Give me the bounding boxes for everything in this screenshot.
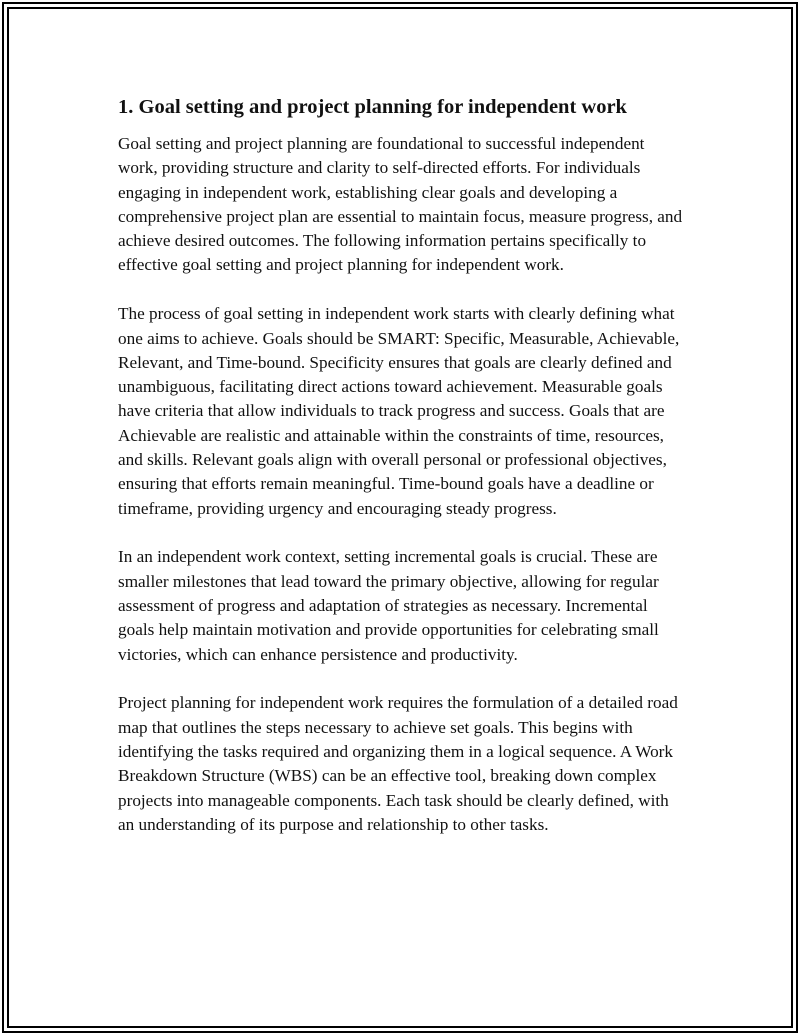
section-heading: 1. Goal setting and project planning for independent work [118, 96, 627, 118]
document-body [118, 94, 688, 862]
paragraph-introduction: Goal setting and project planning are foundational to successful independent work, providing structure and clarity to self-directed efforts. For individuals engaging in independent work, establishing clear goals and developing a comprehensive project plan are essential to maintain focus, measure progress, and achieve desired outcomes. The following information pertains specifically to effective goal setting and project planning for independent work. [118, 134, 683, 275]
paragraph-project-planning: Project planning for independent work requires the formulation of a detailed road map that outlines the steps necessary to achieve set goals. This begins with identifying the tasks required and organizing them in a logical sequence. A Work Breakdown Structure (WBS) can be an effective tool, breaking down complex projects into manageable components. Each task should be clearly defined, with an understanding of its purpose and relationship to other tasks. [118, 693, 678, 834]
paragraph-smart-goals: The process of goal setting in independent work starts with clearly defining what one aims to achieve. Goals should be SMART: Specific, Measurable, Achievable, Relevant, and Time-bound. Specificity ensures that goals are clearly defined and unambiguous, facilitating direct actions toward achievement. Measurable goals have criteria that allow individuals to track progress and success. Goals that are Achievable are realistic and attainable within the constraints of time, resources, and skills. Relevant goals align with overall personal or professional objectives, ensuring that efforts remain meaningful. Time-bound goals have a deadline or timeframe, providing urgency and encouraging steady progress. [118, 304, 680, 518]
paragraph-incremental-goals: In an independent work context, setting incremental goals is crucial. These are smaller milestones that lead toward the primary objective, allowing for regular assessment of progress and adaptation of strategies as necessary. Incremental goals help maintain motivation and provide opportunities for celebrating small victories, which can enhance persistence and productivity. [118, 547, 659, 664]
